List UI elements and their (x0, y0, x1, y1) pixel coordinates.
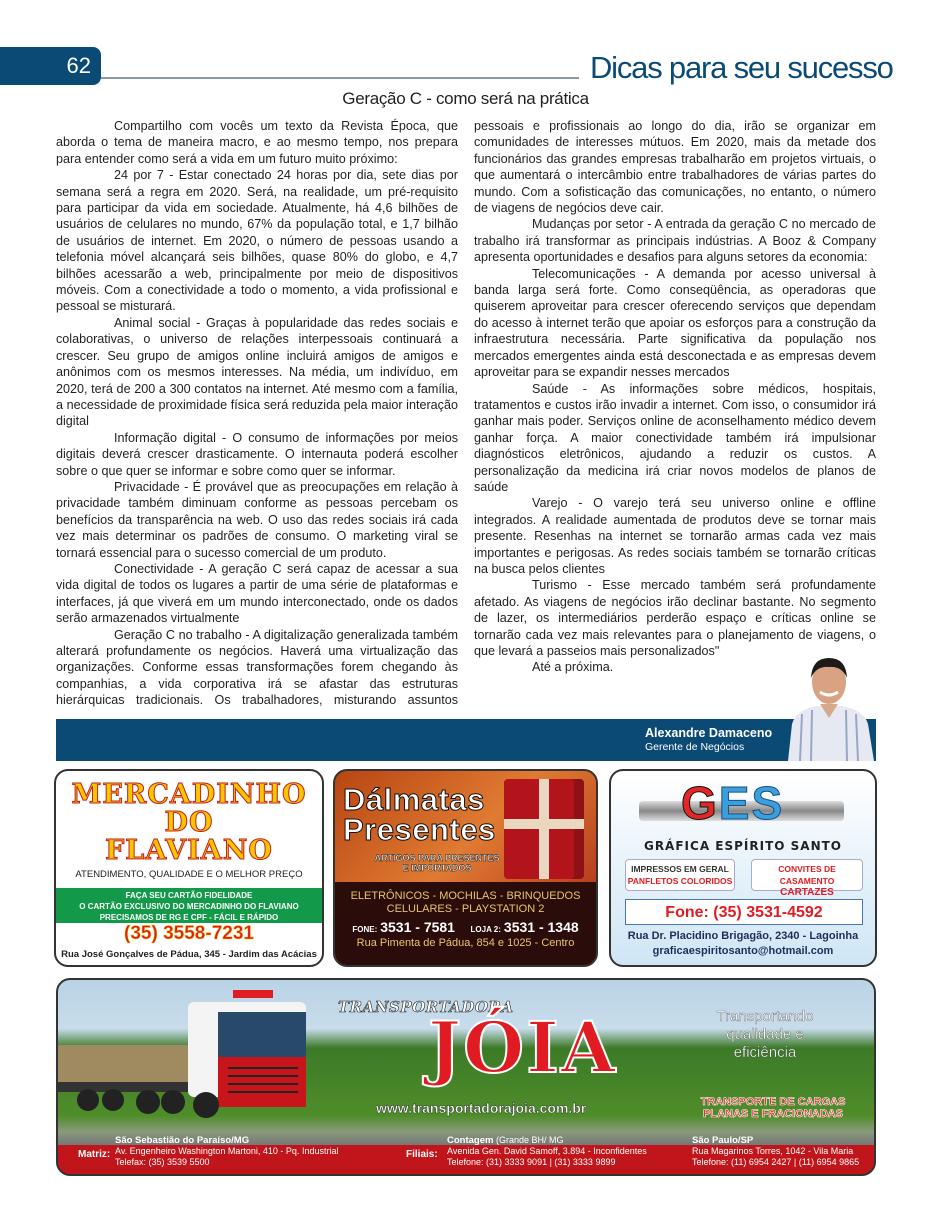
paragraph: Saúde - As informações sobre médicos, hospitais, tratamentos e custos irão invadir a internet. Com isso, o consumidor irá ganhar mais poder. Serviços online de aconselhamento médico devem ganhar força. A maior conectividade também irá impulsionar diagnósticos eletrônicos, ajudando a reduzir os custos. A personalização da medicina irá criar novos modelos de planos de saúde (474, 381, 876, 494)
paragraph: Mudanças por setor - A entrada da geração C no mercado de trabalho irá transformar as principais indústrias. A Booz & Company apresenta oportunidades e desafios para alguns setores da economia: (474, 217, 876, 265)
location-filial (447, 1135, 647, 1168)
category-line: CELULARES - PLAYSTATION 2 (386, 903, 545, 915)
paragraph: Turismo - Esse mercado também será profundamente afetado. As viagens de negócios irão declinar bastante. No segmento de lazer, os intermediários perderão espaço e críticas online se tornarão cada vez mais relevantes para o planejamento de viagens, o que levará a passeios mais personalizados" (474, 578, 876, 658)
paragraph: Geração C no trabalho - A digitalização generalizada também alterará profundamente os negócios. Haverá uma virtualização das organizações. Conforme essas transformações forem chegando às companhias, a vida corporativa irá se afastar das estruturas hierárquicas tradicionais. Os trabalhadores, misturando assuntos (56, 627, 458, 708)
header-rule (101, 77, 579, 79)
ad-mercadinho-do-flaviano (54, 769, 324, 967)
service-line: PANFLETOS COLORIDOS (627, 876, 733, 886)
location-phone: Telefone: (11) 6954 2427 | (11) 6954 9865 (692, 1157, 860, 1167)
ad-dalmatas-presentes (333, 769, 598, 967)
article-left-column (56, 118, 458, 714)
ad-title (343, 782, 496, 847)
ad-services (683, 1096, 863, 1120)
location-address: Avenida Gen. David Samoff, 3.894 - Inconfidentes (447, 1146, 647, 1156)
ad-grafica-espirito-santo (609, 769, 877, 967)
joia-logo: JÓIA (428, 1006, 618, 1089)
ad-contact (611, 929, 875, 959)
ad-phone: Fone: (35) 3531-4592 (625, 899, 863, 925)
location-city: Contagem (447, 1135, 494, 1146)
ad-phone-store2: 3531 - 1348 (503, 919, 579, 935)
services-box (751, 859, 863, 898)
paragraph: Conectividade - A geração C será capaz de acessar a sua vida digital de todos os lugares a partir de uma série de plataformas e interfaces, já que viverá em um mundo interconectado, onde os dados serão armazenados virtualmente (56, 561, 458, 626)
ad-pretitle: TRANSPORTADORA (338, 998, 514, 1016)
matriz-label: Matriz: (78, 1149, 111, 1160)
ad-info-panel (335, 882, 596, 967)
ad-subtitle (357, 853, 517, 873)
service-line: CONVITES DE CASAMENTO (778, 864, 836, 886)
services-box (625, 859, 735, 891)
ad-locations-footer (58, 1131, 874, 1176)
author-photo (782, 652, 876, 761)
paragraph: Informação digital - O consumo de informações por meios digitais deverá crescer drasticamente. O internauta poderá escolher sobre o que quer se informar e sobre como quer se informar. (56, 430, 458, 478)
ad-title-line: FLAVIANO (105, 835, 273, 866)
ad-company-name: GRÁFICA ESPÍRITO SANTO (643, 839, 843, 853)
ad-slogan (690, 1008, 840, 1062)
location-phone: Telefax: (35) 3539 5500 (115, 1157, 210, 1167)
location-matriz (115, 1135, 338, 1168)
ad-transportadora-joia (56, 978, 876, 1176)
person-portrait-icon (782, 652, 876, 761)
paragraph: Compartilho com vocês um texto da Revista Época, que aborda o tema de maneira macro, e ao mesmo tempo, nos prepara para entender como será a vida em um futuro muito próximo: (56, 119, 458, 166)
sign-off: Até a próxima. (532, 660, 614, 675)
author-name: Alexandre Damaceno (645, 726, 773, 740)
article-right-column (474, 118, 876, 676)
ad-address: Rua Pimenta de Pádua, 854 e 1025 - Centro (356, 937, 575, 949)
page-number-tab (0, 47, 101, 85)
paragraph: Varejo - O varejo terá seu universo online e offline integrados. A realidade aumentada de produtos deve se tornar mais presente. Resenhas na internet se tornarão armas cada vez mais importantes e perigosas. As redes sociais também se tornarão críticas na busca pelos clientes (474, 496, 876, 576)
page-number: 62 (66, 53, 91, 78)
paragraph: Telecomunicações - A demanda por acesso universal à banda larga será forte. Como conseqüência, as operadoras que quiserem aproveitar para crescer oferecendo serviços que dependam do acesso à internet terão que apoiar os esforços para a construção da infraestrutura necessária. Parte significativa da população nos mercados emergentes ainda está desconectada e as empresas devem aproveitar para se expandir nesses mercados (474, 266, 876, 380)
slogan-line: Transportando (716, 1008, 814, 1025)
service-line: PLANAS E FRACIONADAS (703, 1108, 843, 1120)
slogan-line: eficiência (733, 1044, 797, 1061)
ad-phone: 3531 - 7581 (380, 919, 455, 935)
location-address: Rua Magarinos Torres, 1042 - Vila Maria (692, 1146, 854, 1156)
paragraph: Privacidade - É provável que as preocupações em relação à privacidade também diminuam conforme as pessoas percebam os benefícios da transparência na web. O uso das redes sociais irá cada vez mais determinar os padrões de consumo. O marketing viral se tornará essencial para o sucesso comercial de um produto. (56, 479, 458, 560)
logo-letter-g: G (681, 777, 719, 829)
subtitle-line: ARTIGOS PARA PRESENTES (374, 853, 500, 863)
category-line: ELETRÔNICOS - MOCHILAS - BRINQUEDOS (350, 890, 581, 902)
ad-email: graficaespiritosanto@hotmail.com (652, 945, 834, 957)
location-address: Av. Engenheiro Washington Martoni, 410 - Pq. Industrial (115, 1146, 339, 1156)
article-title: Geração C - como será na prática (342, 89, 589, 108)
paragraph-continuation: pessoais e profissionais ao longo do dia, irão se organizar em comunidades de interesses mútuos. Em 2020, mais da metade dos funcionários das grandes empresas trabalharão em projetos virtuais, o que aumentará o intercâmbio entre trabalhadores de várias partes do mundo. Com a sofisticação das comunicações, no entanto, o número de viagens de negócios deve cair. (474, 119, 876, 216)
paragraph: Animal social - Graças à popularidade das redes sociais e colaborativas, o universo de relações interpessoais continuará a crescer. Seu grupo de amigos online incluirá amigos de amigos e anônimos com os mesmos interesses. Na média, um indivíduo, em 2020, terá de 200 a 300 contatos na internet. Até mesmo com a família, a necessidade de proximidade física será reduzida pela maior interação digital (56, 315, 458, 429)
location-region: (Grande BH/ MG (495, 1135, 564, 1145)
service-line: IMPRESSOS EM GERAL (631, 864, 729, 874)
loyalty-card-banner (56, 888, 322, 923)
ad-phone: (35) 3558-7231 (124, 923, 254, 944)
promo-line: PRECISAMOS DE RG E CPF - FÁCIL E RÁPIDO (99, 913, 279, 922)
ad-title-line: DO (164, 807, 214, 838)
ges-logo (681, 779, 784, 827)
truck-icon (58, 990, 328, 1125)
ad-title-line: Presentes (343, 812, 496, 847)
service-line: TRANSPORTE DE CARGAS (700, 1096, 846, 1108)
author-role: Gerente de Negócios (645, 741, 745, 753)
location-phone: Telefone: (31) 3333 9091 | (31) 3333 9899 (447, 1157, 616, 1167)
product-categories (335, 882, 596, 916)
location-city: São Paulo/SP (692, 1135, 754, 1146)
store2-label: LOJA 2: (470, 925, 501, 934)
section-title: Dicas para seu sucesso (590, 50, 893, 85)
ad-title-line: Dálmatas (343, 782, 485, 817)
phone-label: FONE: (352, 925, 378, 934)
ad-title-line: MERCADINHO (71, 779, 307, 810)
promo-line: O CARTÃO EXCLUSIVO DO MERCADINHO DO FLAVIANO (79, 902, 299, 911)
slogan-line: qualidade e (726, 1026, 804, 1043)
location-filial (692, 1135, 859, 1168)
location-city: São Sebastião do Paraíso/MG (115, 1135, 250, 1146)
service-line: CARTAZES (780, 887, 834, 898)
filiais-label: Filiais: (406, 1149, 438, 1160)
logo-letters-es: ES (718, 777, 785, 829)
promo-line: FAÇA SEU CARTÃO FIDELIDADE (125, 891, 253, 900)
ad-phones (335, 919, 596, 935)
ad-address: Rua Dr. Placidino Brigagão, 2340 - Lagoinha (627, 930, 859, 942)
ad-address: Rua José Gonçalves de Pádua, 345 - Jardim das Acácias (61, 949, 317, 960)
ad-tagline: ATENDIMENTO, QUALIDADE E O MELHOR PREÇO (75, 869, 303, 880)
subtitle-line: E IMPORTADOS (402, 863, 472, 873)
paragraph: 24 por 7 - Estar conectado 24 horas por dia, sete dias por semana será a regra em 2020. Será, na realidade, um pré-requisito para participar da vida em sociedade. Atualmente, há 4,6 bilhões de usuários de celulares no mundo, 67% da população total, e 1,7 bilhão de usuários de internet. Em 2020, o número de pessoas usando a telefonia móvel alcançará seis bilhões, quase 80% do globo, e 4,7 bilhões acessarão a web, principalmente por meio de dispositivos móveis. Com a conectividade a todo o momento, a vida profissional e pessoal se misturará. (56, 168, 458, 314)
ad-website-link[interactable]: www.transportadorajoia.com.br (376, 1100, 587, 1116)
